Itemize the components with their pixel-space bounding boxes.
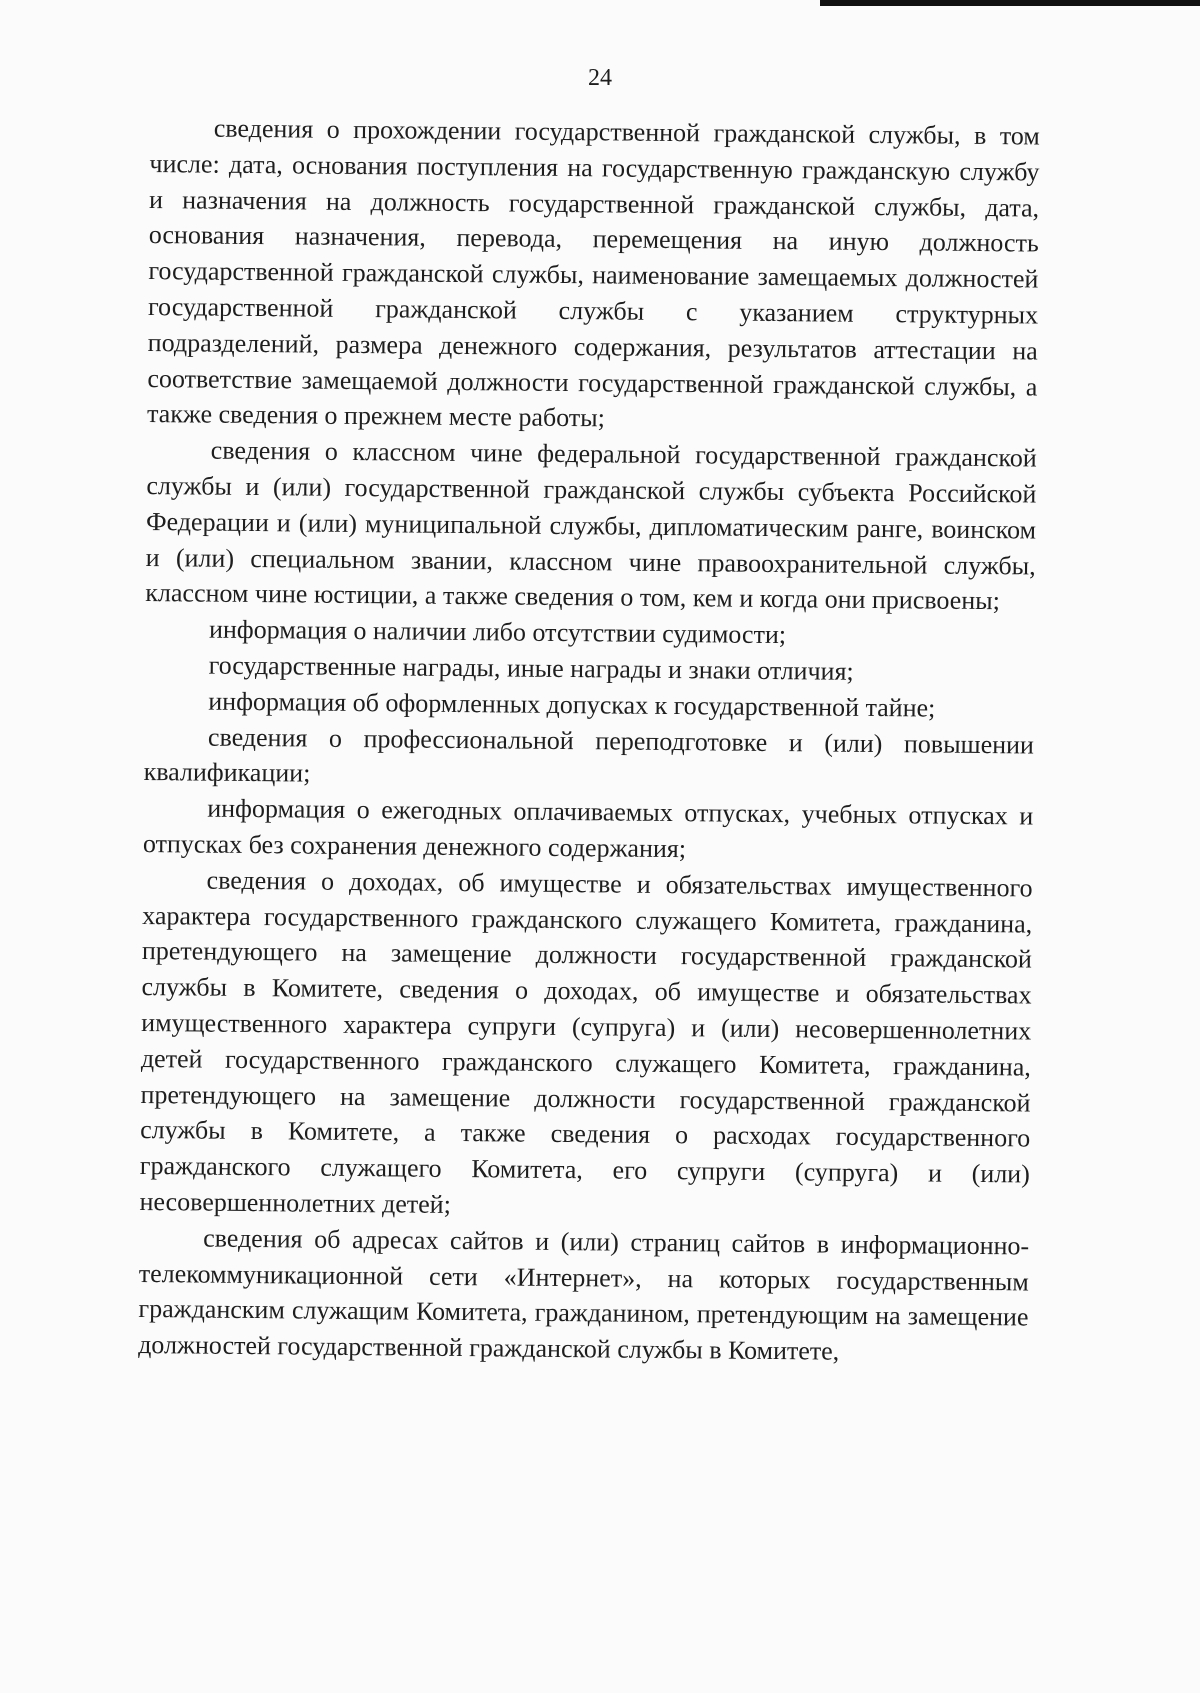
paragraph-internet-sites: сведения об адресах сайтов и (или) страниц сайтов в информационно-телекоммуникационной сети «Интернет», на которых государственным гражданским служащим Комитета, гражданином, претендующим на замещение должностей государственной гражданской службы в Комитете, — [138, 1223, 1030, 1366]
paragraph-criminal-record: информация о наличии либо отсутствии судимости; — [208, 614, 787, 650]
paragraph-service-history: сведения о прохождении государственной гражданской службы, в том числе: дата, основания поступления на государственную гражданскую службу и назначения на должность государственной гражданской службы, дата, основания назначения, перевода, перемещения на иную должность государственной гражданской службы, наименование замещаемых должностей государственной гражданской службы с указанием структурных подразделений, размера денежного содержания, результатов аттестации на соответствие замещаемой должности государственной гражданской службы, а также сведения о прежнем месте работы; — [146, 113, 1040, 433]
paragraph-vacations: информация о ежегодных оплачиваемых отпусках, учебных отпусках и отпусках без сохранения денежного содержания; — [142, 793, 1034, 864]
paragraph-class-rank: сведения о классном чине федеральной государственной гражданской службы и (или) государственной гражданской службы субъекта Российской Федерации и (или) муниципальной службы, дипломатическим ранге, воинском и (или) специальном звании, классном чине правоохранительной службы, классном чине юстиции, а также сведения о том, кем и когда они присвоены; — [145, 435, 1037, 616]
paragraph-awards: государственные награды, иные награды и знаки отличия; — [208, 650, 854, 686]
document-body — [138, 110, 1040, 1371]
page-number: 24 — [588, 65, 612, 91]
scan-edge-mark — [820, 0, 1200, 6]
paragraph-state-secret-clearance: информация об оформленных допусках к государственной тайне; — [208, 686, 936, 723]
paragraph-professional-training: сведения о профессиональной переподготовке и (или) повышении квалификации; — [143, 722, 1035, 788]
paragraph-income-property: сведения о доходах, об имуществе и обязательствах имущественного характера государственного гражданского служащего Комитета, гражданина, претендующего на замещение должности государственной гражданской службы в Комитете, сведения о доходах, об имуществе и обязательствах имущественного характера супруги (супруга) и (или) несовершеннолетних детей государственного гражданского служащего Комитета, гражданина, претендующего на замещение должности государственной гражданской службы в Комитете, а также сведения о расходах государственного гражданского служащего Комитета, его супруги (супруга) и (или) несовершеннолетних детей; — [139, 865, 1033, 1219]
